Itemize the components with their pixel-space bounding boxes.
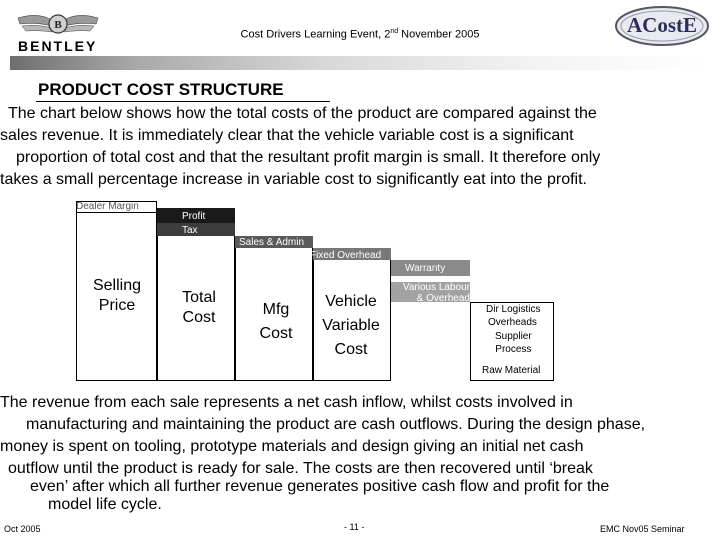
section-title-underline (36, 101, 330, 102)
intro-line-2: sales revenue. It is immediately clear that the vehicle variable cost is a significant (0, 127, 574, 144)
header-divider-bar (10, 56, 710, 70)
intro-line-1: The chart below shows how the total costs of the product are compared against the (8, 105, 597, 122)
footer-page-number: - 11 - (344, 522, 365, 532)
bentley-wordmark: BENTLEY (18, 38, 98, 54)
body-line-1: The revenue from each sale represents a net cash inflow, whilst costs involved in (0, 394, 573, 411)
section-title: PRODUCT COST STRUCTURE (38, 80, 284, 99)
acoste-logo-text: ACostE (626, 13, 697, 37)
total-cost-label: Total Cost (182, 289, 216, 326)
warranty-label: Warranty (405, 263, 446, 274)
footer-date: Oct 2005 (4, 524, 41, 534)
supplier-process-label: Supplier Process (495, 331, 532, 355)
overheads-label: Overheads (488, 317, 537, 328)
intro-line-3: proportion of total cost and that the resultant profit margin is small. It therefore only (16, 149, 601, 166)
svg-text:B: B (54, 19, 62, 31)
header-title-sup: nd (390, 28, 399, 35)
sales-admin-label: Sales & Admin (239, 237, 305, 248)
selling-price-label: Selling Price (92, 277, 142, 314)
intro-line-4: takes a small percentage increase in variable cost to significantly eat into the profit. (0, 171, 587, 188)
vehicle-variable-cost-label: Vehicle Variable Cost (322, 293, 380, 358)
body-line-5: even’ after which all further revenue generates positive cash flow and profit for the (30, 478, 610, 495)
body-line-2: manufacturing and maintaining the product are cash outflows. During the design phase, (26, 416, 646, 433)
body-line-3: money is spent on tooling, prototype materials and design giving an initial net cash (0, 438, 584, 455)
tax-label: Tax (182, 225, 198, 236)
various-labour-label: Various Labour & Overhead (402, 282, 470, 304)
fixed-overhead-label: Fixed Overhead (310, 250, 382, 261)
profit-label: Profit (182, 211, 206, 222)
body-line-6: model life cycle. (48, 496, 162, 513)
dir-logistics-label: Dir Logistics (486, 304, 541, 315)
footer-event: EMC Nov05 Seminar (600, 524, 685, 534)
dealer-margin-label: Dealer Margin (76, 201, 139, 212)
header-title (180, 28, 540, 41)
mfg-cost-label: Mfg Cost (259, 301, 293, 342)
body-line-4: outflow until the product is ready for sale. The costs are then recovered until ‘break (8, 460, 593, 477)
header-title-end: November 2005 (398, 28, 480, 41)
raw-material-label: Raw Material (482, 365, 541, 376)
header-title-main: Cost Drivers Learning Event, 2 (240, 28, 391, 41)
